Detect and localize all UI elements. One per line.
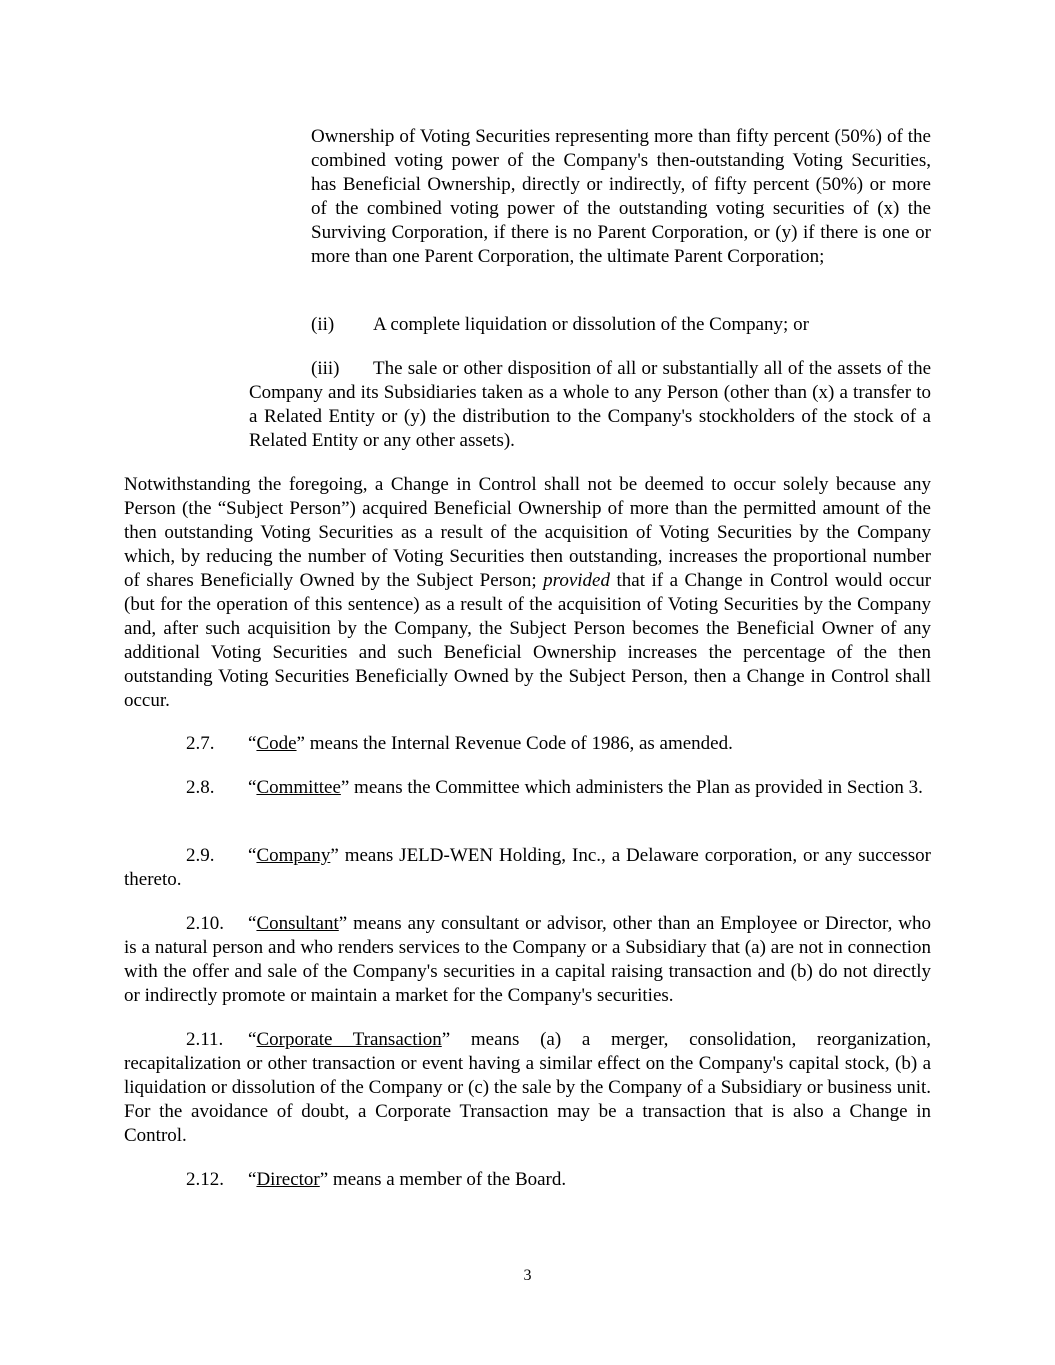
- clause-iii-marker: (iii): [311, 358, 340, 379]
- defined-term: Company: [256, 845, 331, 866]
- notwithstanding-paragraph: [124, 473, 931, 713]
- clause-ii-text: A complete liquidation or dissolution of the Company; or: [373, 314, 809, 335]
- definition-text: ” means any consultant or advisor, other than an Employee or Director, who is a natural person and who renders services to the Company or a Subsidiary that (a) are not in connection with the offer and sale of the Company's securities in a capital raising transaction and (b) do not directly or indirectly promote or maintain a market for the Company's securities.: [124, 913, 931, 1006]
- section-number: 2.12.: [186, 1169, 224, 1190]
- open-quote: “: [248, 845, 257, 866]
- section-number: 2.8.: [186, 777, 215, 798]
- definition-text: ” means (a) a merger, consolidation, reorganization, recapitalization or other transaction or event having a similar effect on the Company's capital stock, (b) a liquidation or dissolution of the Company or (c) the sale by the Company of a Subsidiary or business unit. For the avoidance of doubt, a Corporate Transaction may be a transaction that is also a Change in Control.: [124, 1029, 931, 1146]
- definition-2-8: [124, 776, 931, 800]
- defined-term: Consultant: [256, 913, 339, 934]
- definition-2-12: [124, 1168, 931, 1192]
- notwithstanding-text-2: that if a Change in Control would occur (but for the operation of this sentence) as a result of the acquisition of Voting Securities by the Company and, after such acquisition by the Company, the Subject Person becomes the Beneficial Owner of any additional Voting Securities and such Beneficial Ownership increases the percentage of the then outstanding Voting Securities Beneficially Owned by the Subject Person, then a Change in Control shall occur.: [124, 570, 932, 711]
- open-quote: “: [248, 1029, 257, 1050]
- definition-text: ” means JELD-WEN Holding, Inc., a Delaware corporation, or any successor thereto.: [124, 845, 931, 890]
- definition-2-10: [124, 912, 931, 1008]
- clause-ii: [311, 313, 931, 337]
- section-number: 2.10.: [186, 913, 224, 934]
- defined-term: Director: [256, 1169, 320, 1190]
- definition-2-9: [124, 844, 931, 892]
- defined-term: Corporate Transaction: [256, 1029, 442, 1050]
- continuation-paragraph: Ownership of Voting Securities representing more than fifty percent (50%) of the combined voting power of the Company's then-outstanding Voting Securities, has Beneficial Ownership, directly or indirectly, of fifty percent (50%) or more of the combined voting power of the outstanding voting securities of (x) the Surviving Corporation, if there is no Parent Corporation, or (y) if there is one or more than one Parent Corporation, the ultimate Parent Corporation;: [311, 126, 931, 267]
- definition-text: ” means the Committee which administers the Plan as provided in Section 3.: [340, 777, 923, 798]
- defined-term: Code: [256, 733, 297, 754]
- definition-text: ” means the Internal Revenue Code of 1986, as amended.: [296, 733, 733, 754]
- clause-iii-text: The sale or other disposition of all or substantially all of the assets of the Company and its Subsidiaries taken as a whole to any Person (other than (x) a transfer to a Related Entity or (y) the distribution to the Company's stockholders of the stock of a Related Entity or any other assets).: [249, 358, 931, 451]
- section-number: 2.7.: [186, 733, 215, 754]
- provided-italic: provided: [543, 570, 610, 591]
- open-quote: “: [248, 777, 257, 798]
- open-quote: “: [248, 733, 257, 754]
- open-quote: “: [248, 913, 257, 934]
- section-number: 2.9.: [186, 845, 215, 866]
- clause-ii-marker: (ii): [311, 314, 335, 335]
- open-quote: “: [248, 1169, 257, 1190]
- notwithstanding-text-1: Notwithstanding the foregoing, a Change in Control shall not be deemed to occur solely because any Person (the “Subject Person”) acquired Beneficial Ownership of more than the permitted amount of the then outstanding Voting Securities as a result of the acquisition of Voting Securities by the Company which, by reducing the number of Voting Securities then outstanding, increases the proportional number of shares Beneficially Owned by the Subject Person;: [124, 474, 931, 591]
- definition-text: ” means a member of the Board.: [319, 1169, 567, 1190]
- clause-iii: [249, 357, 931, 453]
- defined-term: Committee: [256, 777, 341, 798]
- section-number: 2.11.: [186, 1029, 224, 1050]
- definition-2-7: [124, 732, 931, 756]
- definition-2-11: [124, 1028, 931, 1148]
- page-number: 3: [523, 1267, 532, 1284]
